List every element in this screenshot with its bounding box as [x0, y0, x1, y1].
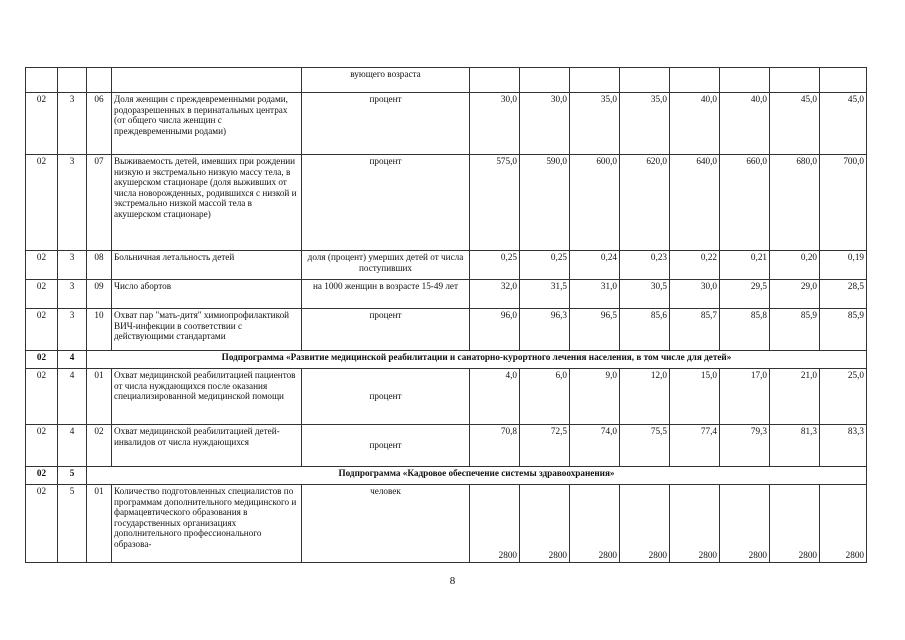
indicator-table: [25, 67, 867, 563]
unit-cell: человек: [302, 485, 470, 563]
page-number: 8: [449, 575, 456, 587]
indicator-name: Охват пар "мать-дитя" химиопрофилактикой ВИЧ-инфекции в соответствии с действующими стандартами: [112, 309, 302, 351]
table-row: [26, 68, 867, 93]
table-row: 02 3 08 Больничная летальность детей доля (процент) умерших детей от числа поступивших 0,25 0,25 0,24 0,23 0,22 0,21 0,20 0,19: [26, 251, 867, 280]
unit-cell: процент: [302, 309, 470, 351]
indicator-name: Доля женщин с преждевременными родами, родоразрешенных в перинатальных центрах (от общего числа женщин с преждевременными родами): [112, 93, 302, 155]
unit-cell: процент: [302, 155, 470, 251]
subprogram-title: Подпрограмма «Кадровое обеспечение системы здравоохранения»: [87, 467, 867, 485]
indicator-name: Число абортов: [112, 280, 302, 309]
unit-cell: процент: [302, 369, 470, 425]
unit-cell: доля (процент) умерших детей от числа поступивших: [302, 251, 470, 280]
indicator-name: Больничная летальность детей: [112, 251, 302, 280]
unit-cell: процент: [302, 93, 470, 155]
subprogram-title: Подпрограмма «Развитие медицинской реабилитации и санаторно-курортного лечения населения, в том числе для детей»: [87, 351, 867, 369]
table-row: 02 3 07 Выживаемость детей, имевших при рождении низкую и экстремально низкую массу тела, в акушерском стационаре (доля выживших от числа новорожденных, родившихся с низкой и экстремально низкой массой тела в акушерском стационаре) процент 575,0 590,0 600,0 620,0 640,0 660,0 680,0 700,0: [26, 155, 867, 251]
indicator-name: Выживаемость детей, имевших при рождении низкую и экстремально низкую массу тела, в акушерском стационаре (доля выживших от числа новорожденных, родившихся с низкой и экстремально низкой массой тела в акушерском стационаре): [112, 155, 302, 251]
table-row: 02 4 01 Охват медицинской реабилитацией пациентов от числа нуждающихся после оказания специализированной медицинской помощи процент 4,0 6,0 9,0 12,0 15,0 17,0 21,0 25,0: [26, 369, 867, 425]
table-row: 02 3 09 Число абортов на 1000 женщин в возрасте 15-49 лет 32,0 31,5 31,0 30,5 30,0 29,5 29,0 28,5: [26, 280, 867, 309]
table-row: 02 3 10 Охват пар "мать-дитя" химиопрофилактикой ВИЧ-инфекции в соответствии с действующими стандартами процент 96,0 96,3 96,5 85,6 85,7 85,8 85,9 85,9: [26, 309, 867, 351]
indicator-name: Количество подготовленных специалистов по программам дополнительного медицинского и фармацевтического образования в государственных организациях дополнительного профессионального образова-: [112, 485, 302, 563]
unit-cell: вующего возраста: [302, 68, 470, 93]
unit-cell: процент: [302, 425, 470, 467]
table-row: 02 4 02 Охват медицинской реабилитацией детей-инвалидов от числа нуждающихся процент 70,8 72,5 74,0 75,5 77,4 79,3 81,3 83,3: [26, 425, 867, 467]
unit-cell: на 1000 женщин в возрасте 15-49 лет: [302, 280, 470, 309]
subprogram-row: 02 5 Подпрограмма «Кадровое обеспечение системы здравоохранения»: [26, 467, 867, 485]
indicator-name: Охват медицинской реабилитацией пациентов от числа нуждающихся после оказания специализированной медицинской помощи: [112, 369, 302, 425]
indicator-name: Охват медицинской реабилитацией детей-инвалидов от числа нуждающихся: [112, 425, 302, 467]
table-row: 02 3 06 Доля женщин с преждевременными родами, родоразрешенных в перинатальных центрах (от общего числа женщин с преждевременными родами) процент 30,0 30,0 35,0 35,0 40,0 40,0 45,0 45,0: [26, 93, 867, 155]
table-row: 02 5 01 Количество подготовленных специалистов по программам дополнительного медицинского и фармацевтического образования в государственных организациях дополнительного профессионального образова- человек 2800 2800 2800 2800 2800 2800 2800 2800: [26, 485, 867, 563]
subprogram-row: 02 4 Подпрограмма «Развитие медицинской реабилитации и санаторно-курортного лечения населения, в том числе для детей»: [26, 351, 867, 369]
